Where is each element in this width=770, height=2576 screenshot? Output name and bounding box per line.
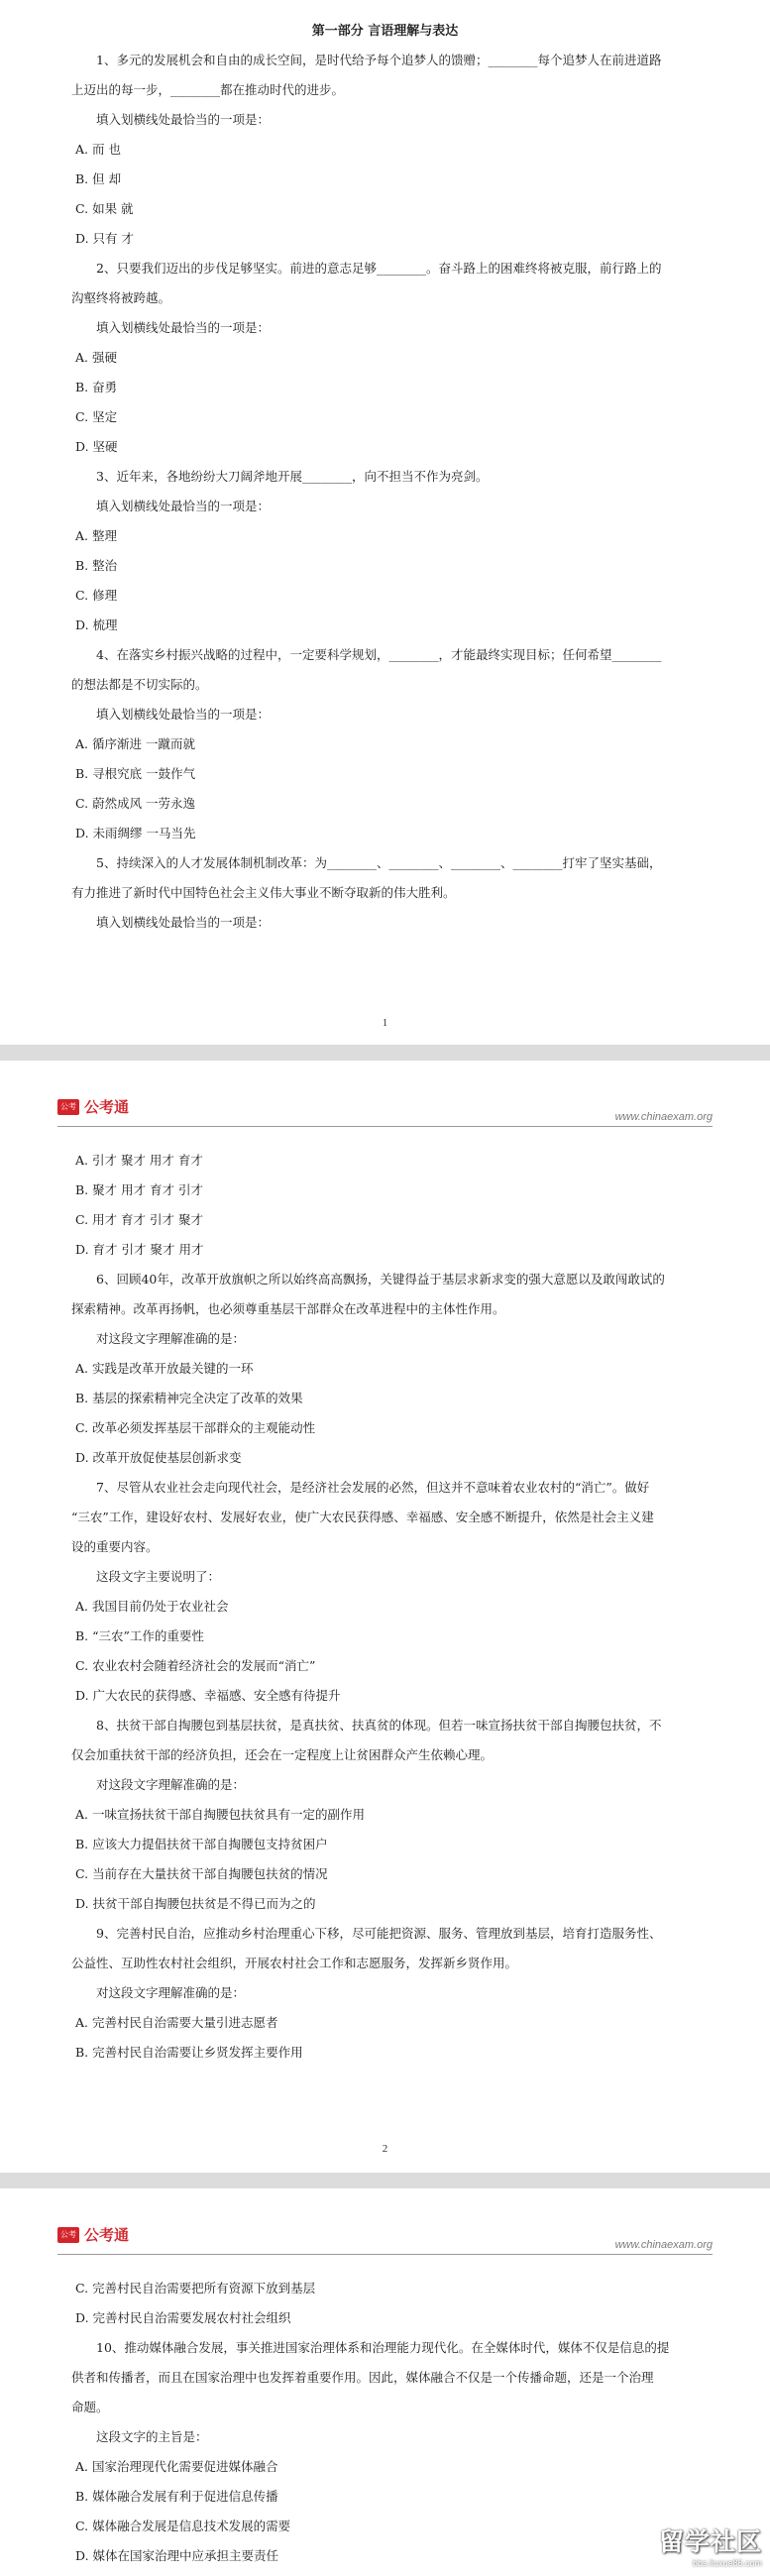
page-2-lines bbox=[71, 1146, 699, 2068]
site-url: www.chinaexam.org bbox=[614, 2239, 713, 2251]
watermark-url: bbs.liuxue86.com bbox=[692, 2558, 762, 2568]
text-line: 这段文字的主旨是： bbox=[96, 2429, 208, 2444]
text-line: 公益性、互助性农村社会组织，开展农村社会工作和志愿服务，发挥新乡贤作用。 bbox=[71, 1956, 518, 1970]
text-line: 2、只要我们迈出的步伐足够坚实。前进的意志足够________。奋斗路上的困难终将被克服，前行路上的 bbox=[96, 261, 662, 276]
answer-option: C. 当前存在大量扶贫干部自掏腰包扶贫的情况 bbox=[75, 1866, 328, 1881]
answer-option: A. 而 也 bbox=[75, 142, 121, 157]
text-line: 探索精神。改革再扬帆，也必须尊重基层干部群众在改革进程中的主体性作用。 bbox=[71, 1301, 505, 1316]
document-page-3 bbox=[0, 2188, 770, 2576]
text-line: 填入划横线处最恰当的一项是： bbox=[96, 915, 271, 930]
page-2-content bbox=[71, 1146, 699, 2068]
site-url: www.chinaexam.org bbox=[614, 1111, 713, 1123]
text-line: 对这段文字理解准确的是： bbox=[96, 1331, 246, 1346]
answer-option: A. 实践是改革开放最关键的一环 bbox=[75, 1361, 254, 1376]
logo-badge-icon: 公考通 bbox=[57, 2227, 79, 2243]
text-line: 对这段文字理解准确的是： bbox=[96, 1777, 246, 1792]
text-line: 填入划横线处最恰当的一项是： bbox=[96, 707, 271, 722]
answer-option: D. 完善村民自治需要发展农村社会组织 bbox=[75, 2310, 291, 2325]
answer-option: C. 用才 育才 引才 聚才 bbox=[75, 1212, 203, 1227]
text-line: 7、尽管从农业社会走向现代社会，是经济社会发展的必然，但这并不意味着农业农村的“消亡”。做好 bbox=[96, 1480, 650, 1495]
page-3-lines bbox=[71, 2274, 699, 2571]
text-line: 命题。 bbox=[71, 2400, 109, 2414]
text-line: 4、在落实乡村振兴战略的过程中，一定要科学规划，________，才能最终实现目标；任何希望________ bbox=[96, 647, 662, 662]
section-title: 第一部分 言语理解与表达 bbox=[311, 24, 459, 39]
text-line: 1、多元的发展机会和自由的成长空间，是时代给予每个追梦人的馈赠；________每个追梦人在前进道路 bbox=[96, 53, 662, 67]
answer-option: B. 媒体融合发展有利于促进信息传播 bbox=[75, 2489, 278, 2504]
text-line: 仅会加重扶贫干部的经济负担，还会在一定程度上让贫困群众产生依赖心理。 bbox=[71, 1747, 494, 1762]
answer-option: D. 广大农民的获得感、幸福感、安全感有待提升 bbox=[75, 1688, 341, 1703]
page-3-content bbox=[71, 2274, 699, 2571]
text-line: 填入划横线处最恰当的一项是： bbox=[96, 320, 271, 335]
answer-option: D. 只有 才 bbox=[75, 231, 134, 246]
answer-option: D. 未雨绸缪 一马当先 bbox=[75, 826, 196, 840]
answer-option: C. 改革必须发挥基层干部群众的主观能动性 bbox=[75, 1420, 316, 1435]
page-header bbox=[57, 1096, 713, 1127]
answer-option: C. 如果 就 bbox=[75, 201, 134, 216]
text-line: 设的重要内容。 bbox=[71, 1539, 159, 1554]
answer-option: D. 育才 引才 聚才 用才 bbox=[75, 1242, 204, 1257]
text-line: 9、完善村民自治，应推动乡村治理重心下移，尽可能把资源、服务、管理放到基层，培育打造服务性、 bbox=[96, 1926, 662, 1941]
answer-option: A. 强硬 bbox=[75, 350, 117, 365]
answer-option: A. 循序渐进 一蹴而就 bbox=[75, 736, 195, 751]
answer-option: D. 梳理 bbox=[75, 617, 118, 632]
text-line: 有力推进了新时代中国特色社会主义伟大事业不断夺取新的伟大胜利。 bbox=[71, 885, 456, 900]
page-header bbox=[57, 2224, 713, 2255]
answer-option: A. 国家治理现代化需要促进媒体融合 bbox=[75, 2459, 278, 2474]
text-line: 填入划横线处最恰当的一项是： bbox=[96, 499, 271, 513]
logo-text: 公考通 bbox=[84, 1098, 130, 1116]
answer-option: C. 修理 bbox=[75, 588, 118, 603]
answer-option: C. 坚定 bbox=[75, 409, 118, 424]
text-line: 的想法都是不切实际的。 bbox=[71, 677, 208, 692]
answer-option: B. 整治 bbox=[75, 558, 118, 573]
answer-option: B. 奋勇 bbox=[75, 380, 118, 394]
page-gap bbox=[0, 2173, 770, 2188]
answer-option: C. 完善村民自治需要把所有资源下放到基层 bbox=[75, 2281, 316, 2296]
page-1-content bbox=[71, 18, 699, 938]
answer-option: D. 媒体在国家治理中应承担主要责任 bbox=[75, 2548, 279, 2563]
answer-option: A. 引才 聚才 用才 育才 bbox=[75, 1153, 203, 1168]
text-line: 3、近年来，各地纷纷大刀阔斧地开展________，向不担当不作为亮剑。 bbox=[96, 469, 489, 484]
answer-option: C. 媒体融合发展是信息技术发展的需要 bbox=[75, 2519, 291, 2533]
answer-option: D. 扶贫干部自掏腰包扶贫是不得已而为之的 bbox=[75, 1896, 316, 1911]
watermark bbox=[653, 2522, 762, 2572]
text-line: 这段文字主要说明了： bbox=[96, 1569, 221, 1584]
text-line: 10、推动媒体融合发展，事关推进国家治理体系和治理能力现代化。在全媒体时代，媒体不仅是信息的提 bbox=[96, 2340, 670, 2355]
page-1-lines bbox=[71, 46, 699, 938]
answer-option: C. 蔚然成风 一劳永逸 bbox=[75, 796, 196, 811]
text-line: 填入划横线处最恰当的一项是： bbox=[96, 112, 271, 127]
document-page-2 bbox=[0, 1061, 770, 2173]
document-page-1 bbox=[0, 0, 770, 1045]
answer-option: A. 完善村民自治需要大量引进志愿者 bbox=[75, 2015, 278, 2030]
text-line: 对这段文字理解准确的是： bbox=[96, 1985, 246, 2000]
text-line: 8、扶贫干部自掏腰包到基层扶贫，是真扶贫、扶真贫的体现。但若一味宣扬扶贫干部自掏腰包扶贫，不 bbox=[96, 1718, 662, 1733]
page-gap bbox=[0, 1045, 770, 1061]
text-line: 5、持续深入的人才发展体制机制改革：为________、________、________、________打牢了坚实基础， bbox=[96, 855, 662, 870]
logo-text: 公考通 bbox=[84, 2226, 130, 2244]
watermark-logo: 留学社区 bbox=[658, 2527, 762, 2556]
answer-option: B. “三农”工作的重要性 bbox=[75, 1628, 204, 1643]
page-number: 2 bbox=[382, 2143, 388, 2155]
text-line: 6、回顾40年，改革开放旗帜之所以始终高高飘扬，关键得益于基层求新求变的强大意愿以及敢闯敢试的 bbox=[96, 1272, 665, 1287]
answer-option: D. 改革开放促使基层创新求变 bbox=[75, 1450, 242, 1465]
answer-option: B. 但 却 bbox=[75, 171, 122, 186]
text-line: 供者和传播者，而且在国家治理中也发挥着重要作用。因此，媒体融合不仅是一个传播命题，还是一个治理 bbox=[71, 2370, 654, 2385]
answer-option: A. 整理 bbox=[75, 528, 117, 543]
page-number: 1 bbox=[382, 1017, 388, 1029]
text-line: “三农”工作，建设好农村、发展好农业，使广大农民获得感、幸福感、安全感不断提升，依然是社会主义建 bbox=[71, 1510, 654, 1524]
answer-option: B. 基层的探索精神完全决定了改革的效果 bbox=[75, 1391, 303, 1405]
answer-option: C. 农业农村会随着经济社会的发展而“消亡” bbox=[75, 1658, 316, 1673]
logo bbox=[57, 2224, 130, 2255]
text-line: 沟壑终将被跨越。 bbox=[71, 290, 171, 305]
text-line: 上迈出的每一步，________都在推动时代的进步。 bbox=[71, 82, 345, 97]
answer-option: B. 聚才 用才 育才 引才 bbox=[75, 1182, 204, 1197]
answer-option: B. 完善村民自治需要让乡贤发挥主要作用 bbox=[75, 2045, 303, 2060]
logo-badge-icon: 公考通 bbox=[57, 1099, 79, 1115]
answer-option: A. 一味宣扬扶贫干部自掏腰包扶贫具有一定的副作用 bbox=[75, 1807, 365, 1822]
answer-option: A. 我国目前仍处于农业社会 bbox=[75, 1599, 229, 1614]
answer-option: D. 坚硬 bbox=[75, 439, 118, 454]
answer-option: B. 寻根究底 一鼓作气 bbox=[75, 766, 196, 781]
answer-option: B. 应该大力提倡扶贫干部自掏腰包支持贫困户 bbox=[75, 1837, 328, 1851]
logo bbox=[57, 1096, 130, 1127]
